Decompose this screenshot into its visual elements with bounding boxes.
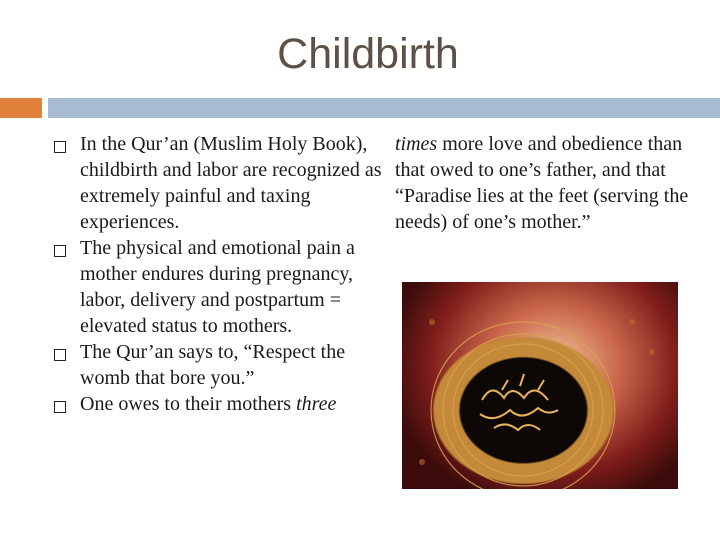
- continuation-rest: more love and obedience than that owed to one’s father, and that “Paradise lies at the feet (serving the needs) of one’s mother.”: [395, 133, 689, 233]
- bullet-text: The Qur’an says to, “Respect the womb that bore you.”: [80, 341, 346, 389]
- bullet-list: [52, 131, 382, 417]
- continuation-text: [395, 131, 695, 235]
- square-bullet-icon: [54, 141, 66, 153]
- square-bullet-icon: [54, 349, 66, 361]
- bullet-text: One owes to their mothers: [80, 393, 297, 415]
- square-bullet-icon: [54, 245, 66, 257]
- bullet-item: [52, 339, 382, 391]
- square-bullet-icon: [54, 401, 66, 413]
- title-rule-bar: [48, 98, 720, 118]
- bullet-text: The physical and emotional pain a mother endures during pregnancy, labor, delivery and postpartum = elevated status to mothers.: [80, 237, 355, 337]
- bullet-text: In the Qur’an (Muslim Holy Book), childbirth and labor are recognized as extremely painful and taxing experiences.: [80, 133, 382, 233]
- bullet-item: [52, 391, 382, 417]
- continuation-italic: times: [395, 133, 438, 155]
- quran-cover-image: [402, 282, 678, 489]
- bullet-text-italic: three: [296, 393, 337, 415]
- slide-title: Childbirth: [277, 30, 459, 78]
- bullet-item: [52, 235, 382, 339]
- quran-ornament-graphic: [402, 282, 678, 489]
- bullet-item: [52, 131, 382, 235]
- accent-bar: [0, 98, 42, 118]
